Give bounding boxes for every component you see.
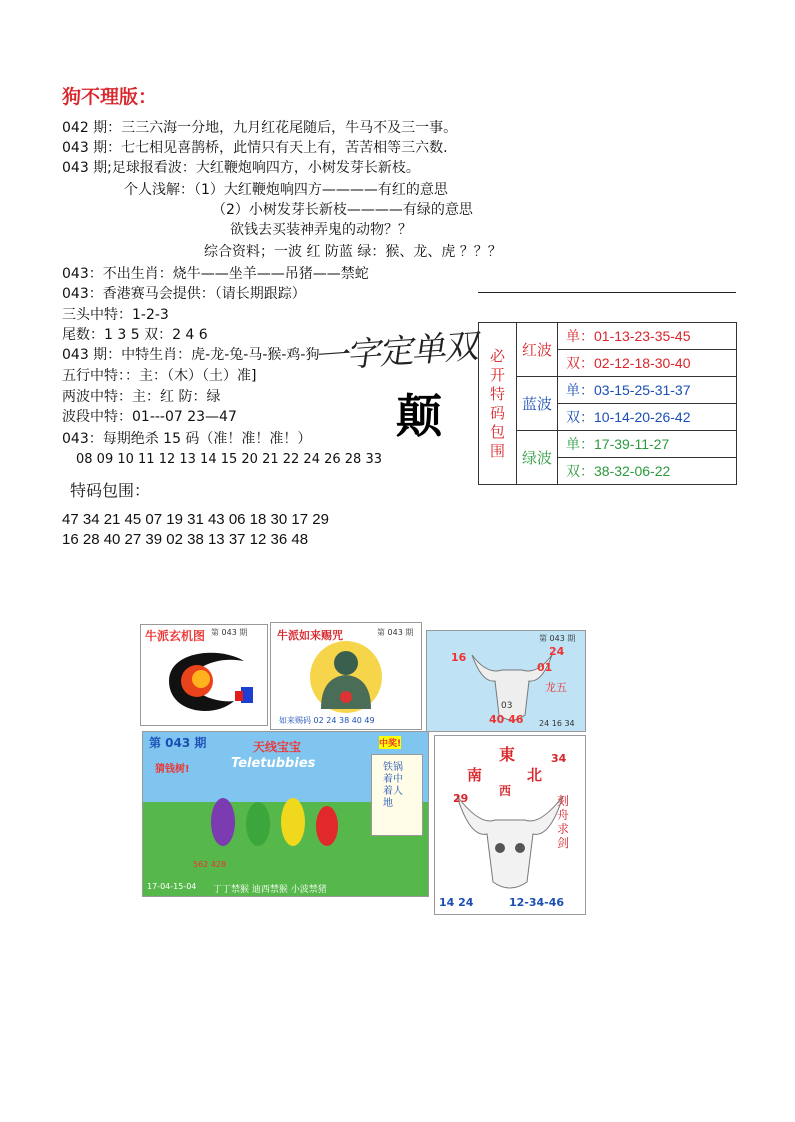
single-double-stamp bbox=[313, 318, 482, 443]
view-line-2: （2）小树发芽长新枝————有绿的意思 bbox=[212, 202, 473, 218]
red-double: 双：02-12-18-30-40 bbox=[558, 350, 737, 377]
kill-numbers: 08 09 10 11 12 13 14 15 20 21 22 24 26 28 33 bbox=[76, 452, 382, 467]
wuxing-line: 五行中特：：主：（木）（土）准] bbox=[62, 368, 257, 384]
puzzle-image-2: 牛派如来赐咒 第 043 期 如来赐码 02 24 38 40 49 bbox=[270, 622, 422, 730]
riddle-line: 欲钱去买装神弄鬼的动物？？ bbox=[230, 222, 412, 238]
stamp-text: 一字定单双 bbox=[313, 326, 482, 378]
cow-skull-icon-2 bbox=[455, 786, 565, 896]
puzzle-image-5: 東 南 北 西 34 29 刻舟求剑 14 24 12-34-46 bbox=[434, 735, 586, 915]
table-side-label: 必 开 特 码 包 围 bbox=[479, 323, 517, 485]
direction-caption: 刻舟求剑 bbox=[557, 794, 570, 850]
view-line-1: 个人浅解：（1）大红鞭炮响四方————有红的意思 bbox=[124, 182, 448, 198]
divider bbox=[478, 292, 736, 293]
blue-single: 单：03-15-25-31-37 bbox=[558, 377, 737, 404]
red-single: 单：01-13-23-35-45 bbox=[558, 323, 737, 350]
puzzle-image-1: 牛派玄机图 第 043 期 bbox=[140, 624, 268, 726]
hkjc-line: 043：香港赛马会提供：（请长期跟踪） bbox=[62, 286, 306, 302]
zodiac-line: 043 期：中特生肖：虎-龙-兔-马-猴-鸡-狗 bbox=[62, 347, 320, 363]
summary-line: 综合资料；一波 红 防蓝 绿：猴、龙、虎 ？？？ bbox=[204, 244, 502, 260]
fireball-icon bbox=[149, 641, 259, 721]
wave-red: 红波 bbox=[517, 323, 558, 377]
page-title: 狗不理版： bbox=[62, 86, 158, 108]
buddha-icon bbox=[281, 639, 411, 715]
blue-double: 双：10-14-20-26-42 bbox=[558, 404, 737, 431]
baowei-row-2: 16 28 40 27 39 02 38 13 37 12 36 48 bbox=[62, 531, 309, 548]
no-out-zodiac: 043：不出生肖：烧牛——坐羊——吊猪——禁蛇 bbox=[62, 266, 369, 282]
wave-green: 绿波 bbox=[517, 431, 558, 485]
section-line: 波段中特：01---07 23—47 bbox=[62, 409, 237, 425]
teletubbies-icon bbox=[203, 782, 353, 852]
baowei-label: 特码包围： bbox=[70, 481, 151, 500]
baowei-row-1: 47 34 21 45 07 19 31 43 06 18 30 17 29 bbox=[62, 511, 329, 528]
two-wave-line: 两波中特：主：红 防：绿 bbox=[62, 389, 221, 405]
wave-blue: 蓝波 bbox=[517, 377, 558, 431]
puzzle-image-3: 第 043 期 16 24 01 龙五 03 40 46 24 16 34 bbox=[426, 630, 586, 732]
wave-table bbox=[478, 322, 737, 485]
line-042: 042 期：三三六海一分地，九月红花尾随后，牛马不及三一事。 bbox=[62, 120, 458, 136]
stamp-sub: 颠 bbox=[396, 389, 442, 443]
kill-15-line: 043：每期绝杀 15 码（准！准！准！） bbox=[62, 431, 312, 447]
green-double: 双：38-32-06-22 bbox=[558, 458, 737, 485]
line-043-a: 043 期：七七相见喜鹊桥，此情只有天上有，苦苦相等三六数. bbox=[62, 140, 448, 156]
head-three: 三头中特：1-2-3 bbox=[62, 307, 169, 323]
puzzle-image-4: 第 043 期 天线宝宝 Teletubbies 猜钱树! 中奖! 铁锅着中着人地 562 428 17-04-15-04 丁丁禁猴 迪西禁猴 小波禁猪 bbox=[142, 731, 429, 897]
tail-numbers: 尾数：1 3 5 双：2 4 6 bbox=[62, 327, 208, 343]
green-single: 单：17-39-11-27 bbox=[558, 431, 737, 458]
line-043-b: 043 期;足球报看波：大红鞭炮响四方，小树发芽长新枝。 bbox=[62, 160, 420, 176]
